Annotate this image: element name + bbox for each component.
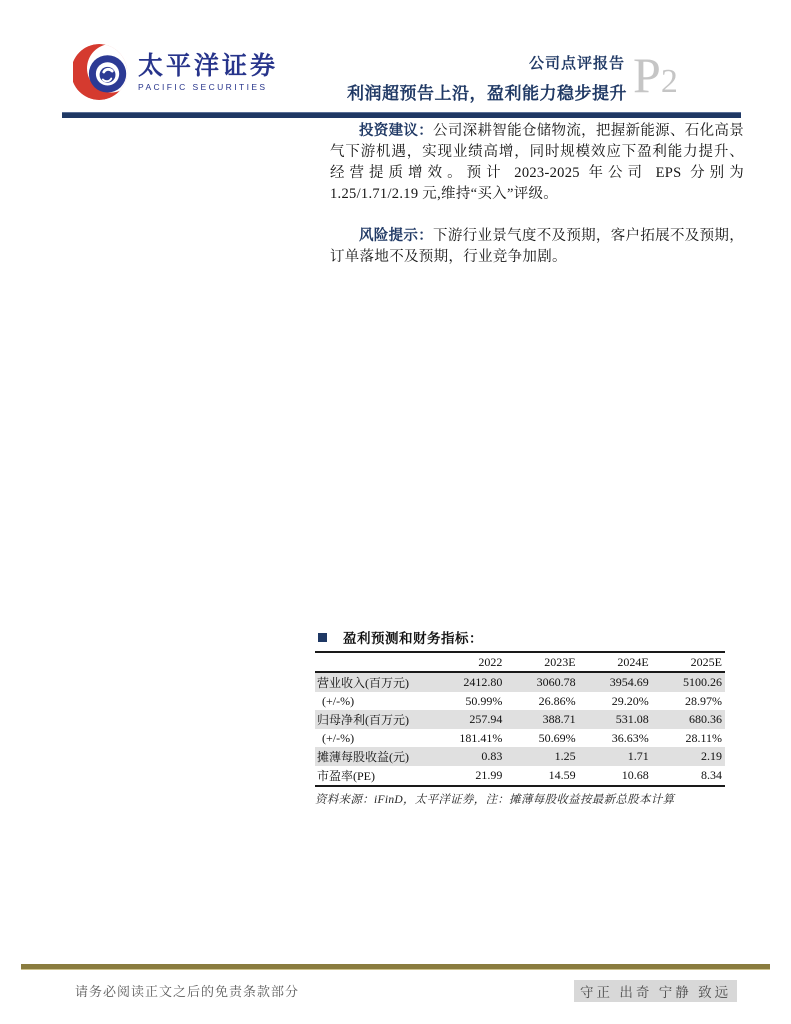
cell-value: 10.68 xyxy=(621,768,649,782)
row-label: (+/-%) xyxy=(322,730,355,745)
cell-value: 8.34 xyxy=(701,768,722,782)
cell-value: 50.69% xyxy=(538,730,576,745)
column-header-2023e: 2023E xyxy=(505,653,578,672)
source-note: 资料来源：iFinD，太平洋证券，注：摊薄每股收益按最新总股本计算 xyxy=(315,794,675,806)
section-title: 盈利预测和财务指标： xyxy=(343,631,483,646)
cell-value: 2412.80 xyxy=(463,675,503,689)
cell-value: 26.86% xyxy=(538,693,576,708)
cell-value: 2.19 xyxy=(701,749,722,763)
cell-value: 28.11% xyxy=(685,730,722,745)
column-header-2022: 2022 xyxy=(426,653,506,672)
table-header-row xyxy=(315,653,725,672)
header-meta xyxy=(330,52,627,104)
cell-value: 0.83 xyxy=(481,749,503,763)
cell-value: 257.94 xyxy=(469,712,503,726)
cell-value: 680.36 xyxy=(689,712,722,726)
section-title-row xyxy=(315,627,725,653)
cell-value: 50.99% xyxy=(465,693,503,708)
header-divider-rule xyxy=(62,112,741,118)
report-type-label: 公司点评报告 xyxy=(528,56,625,72)
table-row-net-profit-growth xyxy=(315,729,725,747)
cell-value: 3954.69 xyxy=(609,675,649,689)
financial-table xyxy=(315,653,725,787)
table-row-diluted-eps xyxy=(315,747,725,766)
cell-value: 1.71 xyxy=(627,749,649,763)
pacific-securities-logo xyxy=(73,40,278,104)
logo-name-chinese: 太平洋证券 xyxy=(138,51,279,80)
cell-value: 531.08 xyxy=(615,712,649,726)
cell-value: 3060.78 xyxy=(536,675,576,689)
row-label: 营业收入(百万元) xyxy=(317,676,409,690)
cell-value: 1.25 xyxy=(554,749,576,763)
table-row-pe-ratio xyxy=(315,766,725,786)
cell-value: 21.99 xyxy=(475,768,503,782)
investment-advice-label: 投资建议： xyxy=(359,123,434,139)
cell-value: 36.63% xyxy=(611,730,649,745)
row-label: (+/-%) xyxy=(322,693,355,708)
report-title: 利润超预告上沿，盈利能力稳步提升 xyxy=(347,84,627,103)
risk-warning-paragraph xyxy=(330,226,744,268)
footer-divider-rule xyxy=(21,964,770,970)
cell-value: 5100.26 xyxy=(683,675,722,689)
column-header-2024e: 2024E xyxy=(579,653,652,672)
page-number-letter: P xyxy=(633,47,661,103)
risk-warning-label: 风险提示： xyxy=(359,228,434,244)
row-label: 摊薄每股收益(元) xyxy=(317,750,409,764)
row-label: 归母净利(百万元) xyxy=(317,713,409,727)
column-header-metric xyxy=(315,653,426,672)
row-label: 市盈率(PE) xyxy=(317,769,375,783)
cell-value: 181.41% xyxy=(459,730,503,745)
footer-disclaimer: 请务必阅读正文之后的免责条款部分 xyxy=(75,984,300,999)
cell-value: 28.97% xyxy=(685,693,722,708)
risk-warning-text: 下游行业景气度不及预期，客户拓展不及预期，订单落地不及预期，行业竞争加剧。 xyxy=(330,228,744,265)
page-number-digit: 2 xyxy=(660,63,678,100)
cell-value: 388.71 xyxy=(542,712,576,726)
footer-motto: 守正 出奇 宁静 致远 xyxy=(574,980,737,1002)
cell-value: 29.20% xyxy=(611,693,649,708)
body-content xyxy=(330,121,744,289)
square-bullet-icon xyxy=(318,633,327,642)
logo-text xyxy=(138,53,278,92)
pacific-securities-logo-icon xyxy=(73,40,129,104)
table-row-revenue xyxy=(315,672,725,692)
investment-advice-text: 公司深耕智能仓储物流，把握新能源、石化高景气下游机遇，实现业绩高增，同时规模效应下盈利能力提升、经营提质增效。预计 2023-2025 年公司 EPS 分别为 1.25/1.71/2.19 元,维持“买入”评级。 xyxy=(330,123,744,202)
table-row-revenue-growth xyxy=(315,692,725,710)
column-header-2025e: 2025E xyxy=(652,653,725,672)
logo-name-english: PACIFIC SECURITIES xyxy=(138,81,268,92)
investment-advice-paragraph xyxy=(330,121,744,205)
financial-forecast-section xyxy=(315,627,725,807)
table-row-net-profit xyxy=(315,710,725,729)
cell-value: 14.59 xyxy=(548,768,576,782)
page-number xyxy=(633,47,678,107)
